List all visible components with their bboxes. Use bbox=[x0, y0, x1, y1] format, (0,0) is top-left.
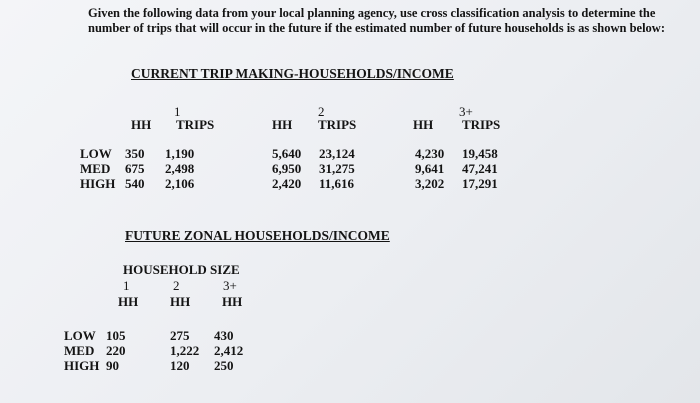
group3-hh-header: HH bbox=[413, 117, 434, 132]
table-row bbox=[272, 176, 355, 191]
table-cell: 120 bbox=[170, 358, 190, 373]
table-cell: 9,641 bbox=[415, 161, 445, 176]
table-cell: 675 bbox=[125, 161, 145, 176]
group2-hh-header: HH bbox=[272, 117, 293, 132]
table-cell: 250 bbox=[214, 358, 234, 373]
future-hh-header-3: HH bbox=[222, 294, 243, 309]
size-3plus: 3+ bbox=[223, 278, 237, 293]
group3-trips-number: 3+ bbox=[459, 104, 473, 119]
table-row bbox=[80, 161, 194, 176]
table-row bbox=[272, 161, 355, 176]
table-cell: 2,420 bbox=[272, 176, 302, 191]
size-2: 2 bbox=[173, 278, 180, 293]
table-row bbox=[272, 146, 355, 161]
row-label-low: LOW bbox=[64, 328, 96, 343]
table-cell: 350 bbox=[125, 146, 145, 161]
table-row bbox=[64, 358, 243, 373]
table-cell: 4,230 bbox=[415, 146, 445, 161]
table-cell: 540 bbox=[125, 176, 145, 191]
table-cell: 90 bbox=[106, 358, 119, 373]
problem-statement: Given the following data from your local planning agency, use cross classification analysis to determine the number of trips that will occur in the future if the estimated number of future households is as shown below: bbox=[88, 6, 665, 35]
group1-trips-number: 1 bbox=[174, 104, 181, 119]
table-row bbox=[80, 176, 194, 191]
current-table-low-income-block bbox=[80, 146, 194, 191]
current-table-title: CURRENT TRIP MAKING-HOUSEHOLDS/INCOME bbox=[131, 66, 454, 81]
table-row bbox=[64, 343, 243, 358]
table-cell: 2,412 bbox=[214, 343, 244, 358]
row-label-med: MED bbox=[64, 343, 95, 358]
table-cell: 275 bbox=[170, 328, 190, 343]
table-row bbox=[64, 328, 243, 343]
table-cell: 17,291 bbox=[462, 176, 498, 191]
group1-hh-header: HH bbox=[131, 117, 152, 132]
table-cell: 105 bbox=[106, 328, 126, 343]
group2-trips-number: 2 bbox=[318, 104, 325, 119]
household-size-label: HOUSEHOLD SIZE bbox=[123, 262, 240, 277]
group1-trips-header: TRIPS bbox=[176, 117, 215, 132]
future-hh-header-1: HH bbox=[118, 294, 139, 309]
table-cell: 2,498 bbox=[165, 161, 195, 176]
group3-trips-header: TRIPS bbox=[462, 117, 501, 132]
table-row bbox=[415, 176, 498, 191]
table-row bbox=[80, 146, 194, 161]
current-table-group3 bbox=[415, 146, 498, 191]
table-cell: 19,458 bbox=[462, 146, 498, 161]
future-hh-header-2: HH bbox=[170, 294, 191, 309]
table-cell: 47,241 bbox=[462, 161, 498, 176]
table-cell: 220 bbox=[106, 343, 126, 358]
table-cell: 5,640 bbox=[272, 146, 302, 161]
row-label-med: MED bbox=[80, 161, 111, 176]
table-cell: 1,222 bbox=[170, 343, 200, 358]
table-cell: 23,124 bbox=[319, 146, 355, 161]
row-label-low: LOW bbox=[80, 146, 112, 161]
table-cell: 2,106 bbox=[165, 176, 195, 191]
current-table-group2 bbox=[272, 146, 355, 191]
table-cell: 3,202 bbox=[415, 176, 445, 191]
table-cell: 11,616 bbox=[319, 176, 355, 191]
table-cell: 430 bbox=[214, 328, 234, 343]
row-label-high: HIGH bbox=[80, 176, 116, 191]
table-row bbox=[415, 146, 498, 161]
group2-trips-header: TRIPS bbox=[318, 117, 357, 132]
future-table-title: FUTURE ZONAL HOUSEHOLDS/INCOME bbox=[125, 228, 390, 243]
row-label-high: HIGH bbox=[64, 358, 100, 373]
size-1: 1 bbox=[123, 278, 130, 293]
table-row bbox=[415, 161, 498, 176]
table-cell: 31,275 bbox=[319, 161, 355, 176]
table-cell: 1,190 bbox=[165, 146, 195, 161]
future-table bbox=[64, 328, 243, 373]
table-cell: 6,950 bbox=[272, 161, 302, 176]
